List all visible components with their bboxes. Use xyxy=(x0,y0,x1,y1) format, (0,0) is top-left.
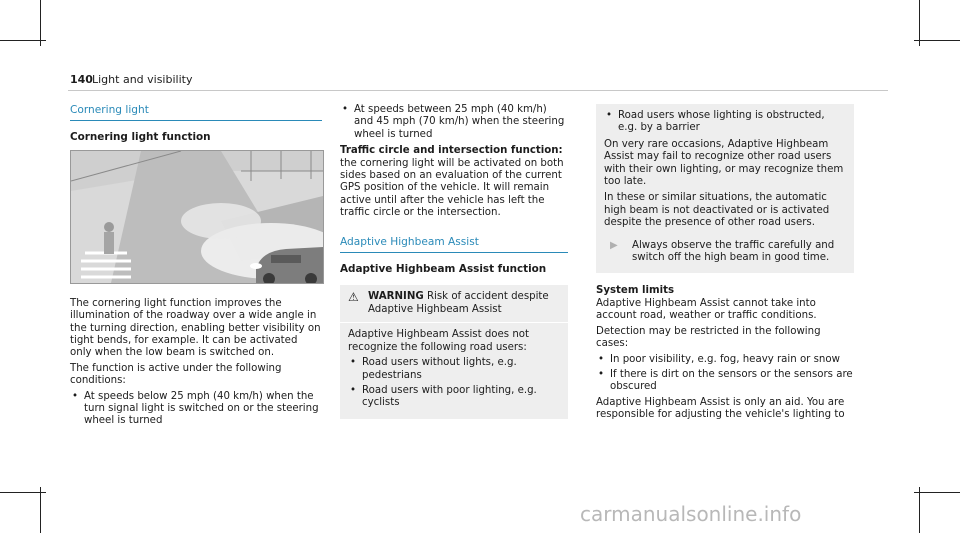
warning-box xyxy=(340,285,568,418)
watermark: carmanualsonline.info xyxy=(580,502,802,526)
header-rule xyxy=(68,90,888,91)
column-3 xyxy=(596,104,854,425)
paragraph: The cornering light function improves the illumination of the roadway over a wide angle in the turning direction, enabling better visibility on tight bends, for example. It can be activated only when the low beam is switched on. xyxy=(70,297,321,359)
paragraph: Adaptive Highbeam Assist does not recognize the following road users: xyxy=(348,329,530,353)
paragraph: On very rare occasions, Adaptive Highbeam Assist may fail to recognize other road users with their own lighting, or may recognize them too late. xyxy=(604,138,844,188)
subsection-heading: System limits xyxy=(596,285,675,297)
crop-mark xyxy=(0,492,46,493)
inline-heading: Traffic circle and intersection function: xyxy=(340,145,563,157)
subsection-heading: Cornering light function xyxy=(70,131,211,144)
warning-header xyxy=(340,285,568,323)
warning-label: WARNING xyxy=(368,291,424,303)
list-item: • Road users with poor lighting, e.g. cyclists xyxy=(348,385,560,410)
paragraph: Adaptive Highbeam Assist cannot take into account road, weather or traffic conditions. xyxy=(596,297,817,322)
list-item: • At speeds below 25 mph (40 km/h) when the turn signal light is switched on or the steering wheel is turned xyxy=(70,391,322,428)
note-arrow-icon: ▶ xyxy=(610,239,618,251)
list-item: • Road users whose lighting is obstructed, e.g. by a barrier xyxy=(604,110,846,135)
list-item: • Road users without lights, e.g. pedestrians xyxy=(348,357,560,382)
crop-mark xyxy=(0,40,46,41)
section-heading: Cornering light xyxy=(70,104,322,121)
list-item: • In poor visibility, e.g. fog, heavy rain or snow xyxy=(596,354,854,366)
paragraph xyxy=(340,145,568,219)
section-heading: Adaptive Highbeam Assist xyxy=(340,236,568,253)
crop-mark xyxy=(40,487,41,533)
warning-triangle-icon: ⚠ xyxy=(348,290,359,305)
crop-mark xyxy=(914,40,960,41)
note xyxy=(604,240,846,265)
list-item: • If there is dirt on the sensors or the sensors are obscured xyxy=(596,369,854,394)
paragraph: In these or similar situations, the automatic high beam is not deactivated or is activated despite the presence of other road users. xyxy=(604,192,830,229)
page-number: 140 xyxy=(70,73,93,86)
paragraph-text: the cornering light will be activated on both sides based on an evaluation of the current GPS position of the vehicle. It will remain active until after the vehicle has left the traffic circle or the intersection. xyxy=(340,157,564,219)
column-2 xyxy=(340,104,568,419)
note-text: Always observe the traffic carefully and switch off the high beam in good time. xyxy=(632,239,835,264)
paragraph: The function is active under the following conditions: xyxy=(70,362,282,387)
cornering-light-illustration xyxy=(70,150,324,284)
crop-mark xyxy=(914,492,960,493)
subsection-heading: Adaptive Highbeam Assist function xyxy=(340,263,547,276)
crop-mark xyxy=(919,487,920,533)
warning-box-continued xyxy=(596,104,854,273)
paragraph: Adaptive Highbeam Assist is only an aid. You are responsible for adjusting the vehicle's lighting to xyxy=(596,396,845,421)
list-item: • At speeds between 25 mph (40 km/h) and 45 mph (70 km/h) when the steering wheel is turned xyxy=(340,104,568,141)
warning-body xyxy=(340,323,568,418)
column-1 xyxy=(70,104,322,431)
warning-title: Risk of accident despite Adaptive Highbeam Assist xyxy=(368,291,549,315)
page-header-title: Light and visibility xyxy=(92,73,193,86)
paragraph: Detection may be restricted in the following cases: xyxy=(596,325,821,350)
